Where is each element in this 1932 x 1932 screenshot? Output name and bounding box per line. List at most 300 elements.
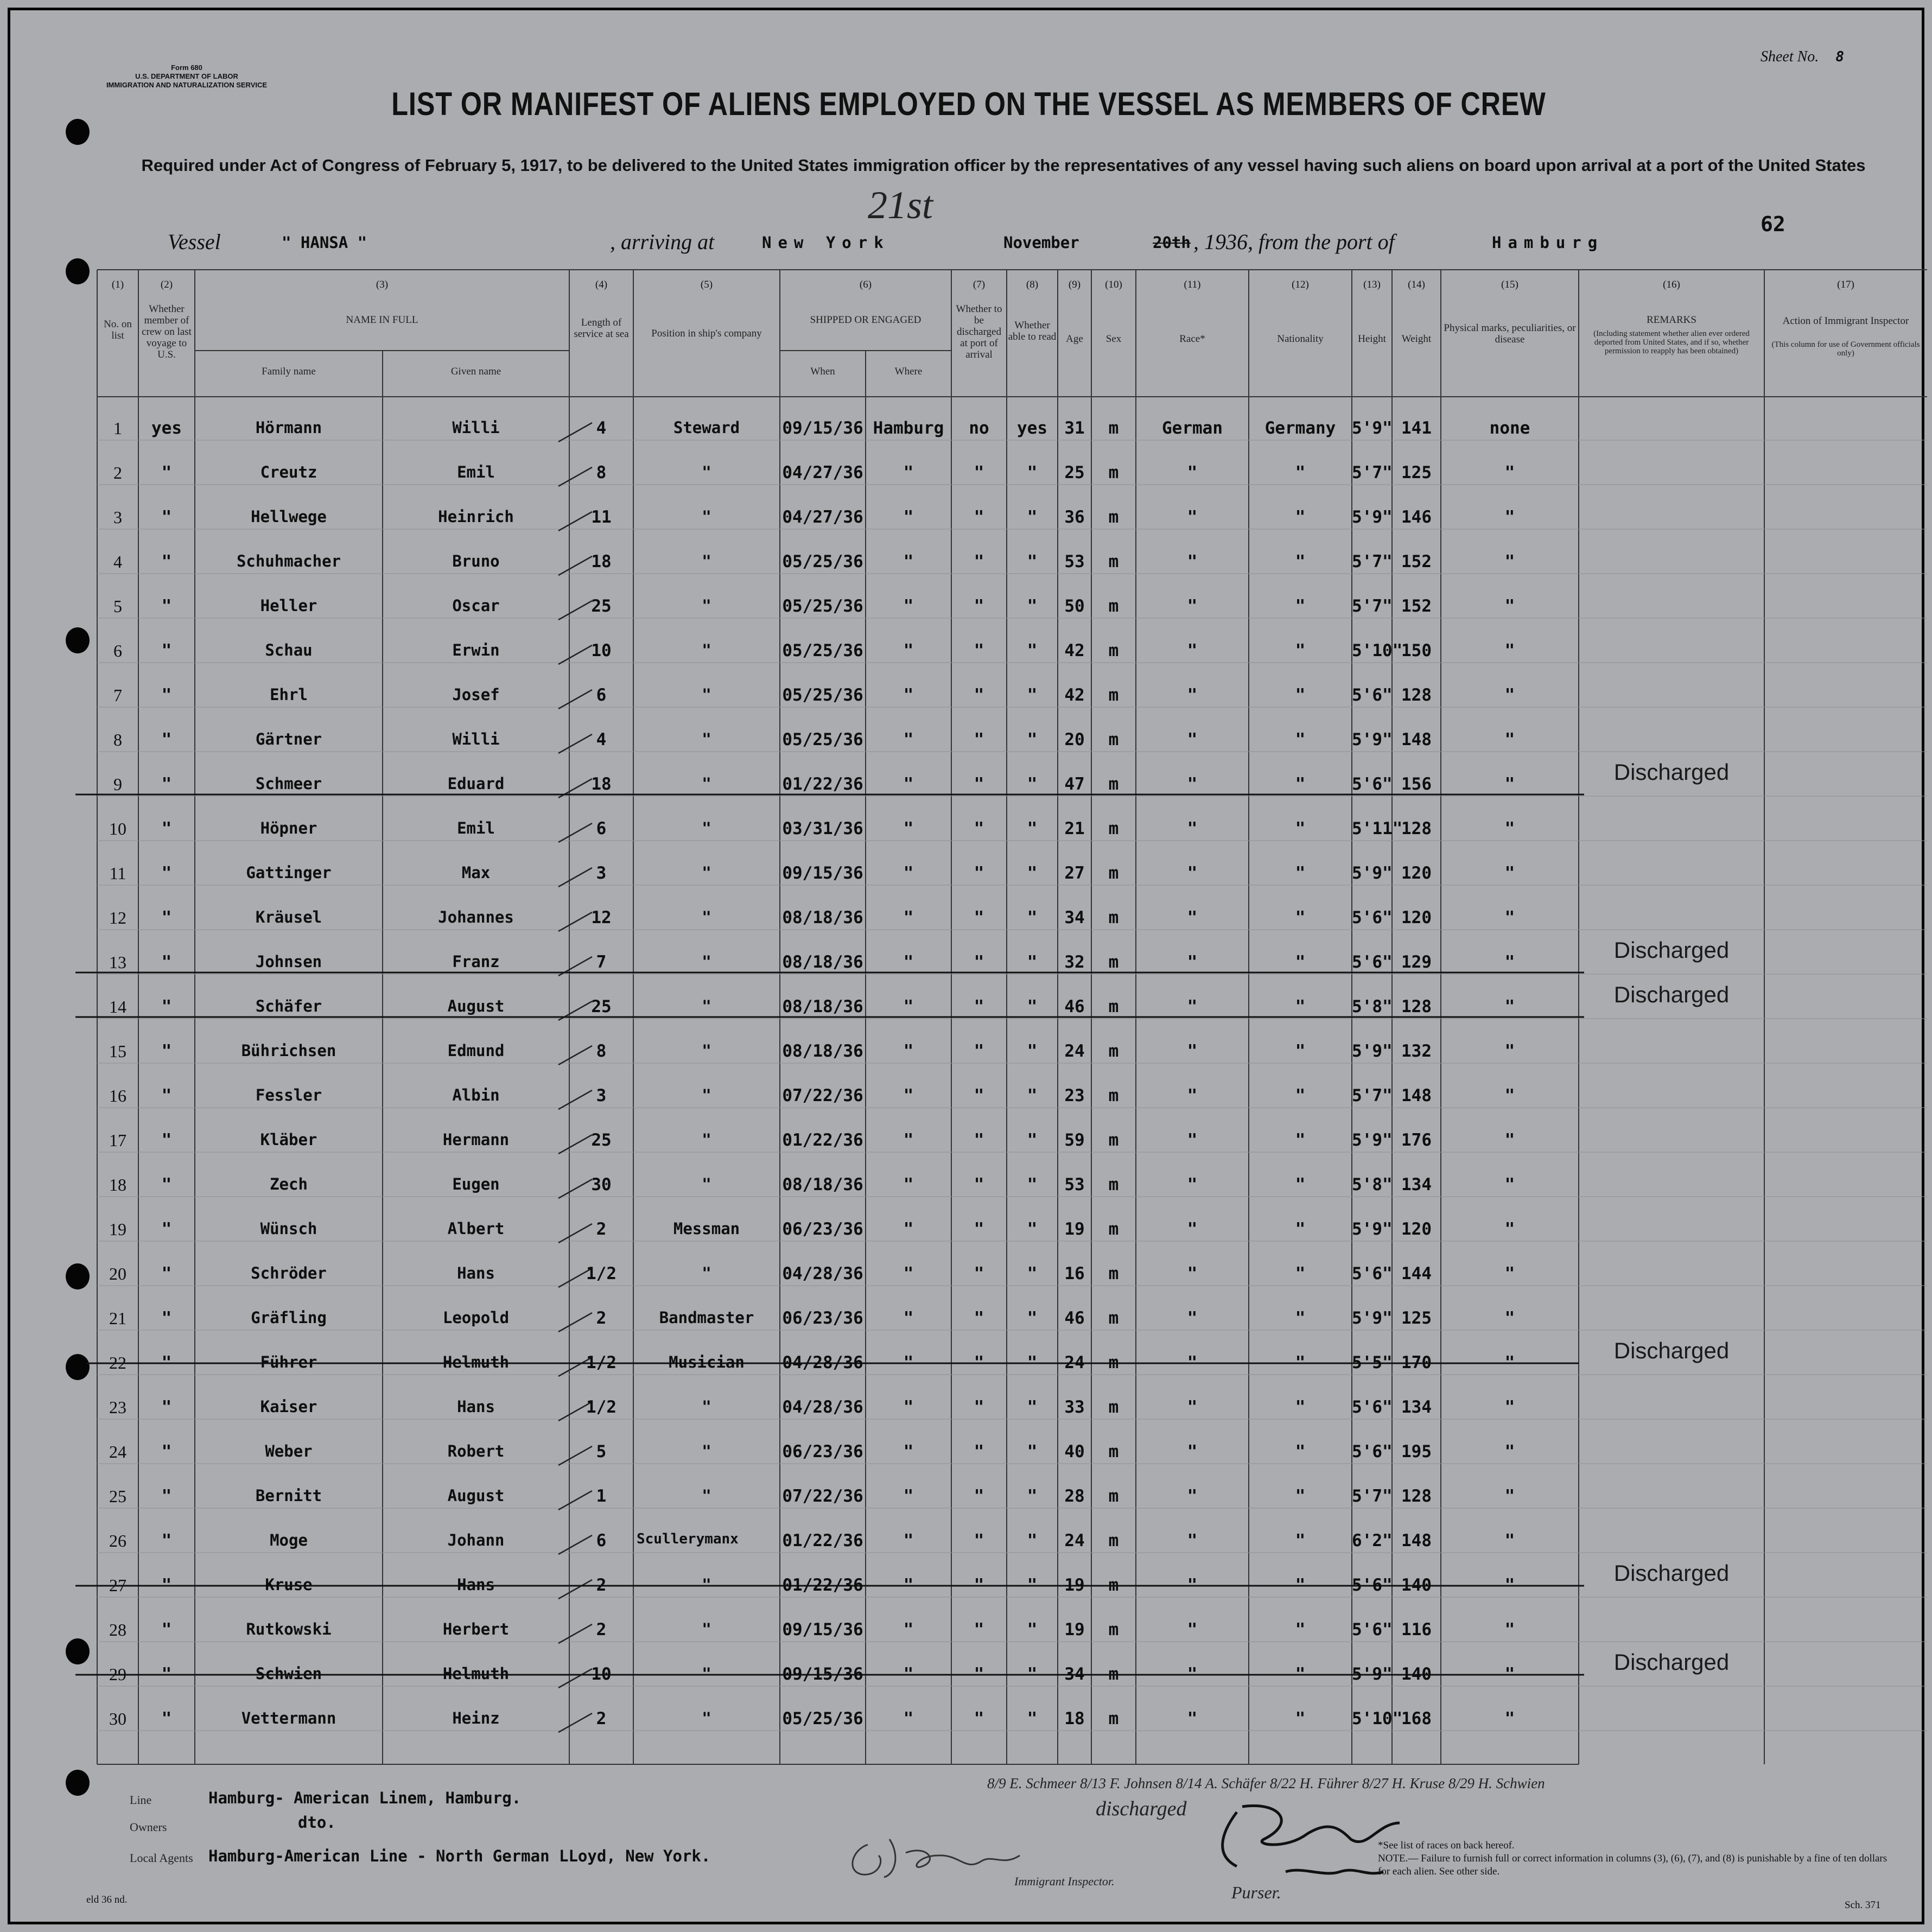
cell-given-name: Oscar bbox=[452, 596, 500, 615]
cell-family-name: Johnsen bbox=[255, 952, 322, 971]
cell-weight: 128 bbox=[1401, 997, 1432, 1016]
cell-length-service: 4 bbox=[596, 730, 607, 749]
cell-nationality: " bbox=[1295, 1531, 1306, 1550]
cell-family-name: Bernitt bbox=[255, 1486, 322, 1505]
cell-shipped-when: 05/25/36 bbox=[782, 685, 863, 705]
cell-given-name: Albin bbox=[452, 1086, 500, 1104]
cell-discharged: " bbox=[974, 1353, 984, 1372]
cell-given-name: Herbert bbox=[442, 1620, 510, 1638]
cell-position: Steward bbox=[673, 418, 740, 437]
cell-last-voyage: " bbox=[161, 685, 172, 705]
column-number: (14) bbox=[1408, 279, 1425, 290]
cell-last-voyage: " bbox=[161, 1531, 172, 1550]
cell-race: " bbox=[1187, 1308, 1198, 1328]
cell-shipped-where: " bbox=[903, 1175, 914, 1194]
cell-able-read: " bbox=[1027, 1175, 1038, 1194]
cell-given-name: Heinz bbox=[452, 1709, 500, 1727]
cell-race: " bbox=[1187, 908, 1198, 927]
column-header-nationality: Nationality bbox=[1277, 333, 1324, 345]
row-number: 9 bbox=[113, 774, 122, 794]
owners-value: dto. bbox=[298, 1813, 336, 1832]
cell-physical-marks: " bbox=[1504, 997, 1515, 1016]
cell-race: " bbox=[1187, 730, 1198, 749]
cell-length-service: 2 bbox=[596, 1575, 607, 1595]
cell-last-voyage: " bbox=[161, 1442, 172, 1461]
cell-shipped-when: 06/23/36 bbox=[782, 1308, 863, 1328]
cell-able-read: " bbox=[1027, 908, 1038, 927]
cell-weight: 125 bbox=[1401, 1308, 1432, 1328]
cell-weight: 125 bbox=[1401, 463, 1432, 482]
cell-length-service: 6 bbox=[596, 1531, 607, 1550]
cell-height: 5'7" bbox=[1352, 463, 1393, 482]
cell-height: 5'5" bbox=[1352, 1353, 1393, 1372]
cell-able-read: " bbox=[1027, 1308, 1038, 1328]
cell-able-read: " bbox=[1027, 1130, 1038, 1150]
cell-nationality: " bbox=[1295, 1353, 1306, 1372]
cell-last-voyage: " bbox=[161, 1086, 172, 1105]
cell-sex: m bbox=[1108, 1308, 1119, 1328]
row-number: 18 bbox=[109, 1175, 126, 1194]
cell-weight: 148 bbox=[1401, 1086, 1432, 1105]
cell-position: " bbox=[702, 1575, 711, 1594]
cell-remarks: Discharged bbox=[1613, 982, 1730, 1007]
cell-physical-marks: " bbox=[1504, 863, 1515, 883]
cell-race: " bbox=[1187, 641, 1198, 660]
cell-position: Scullerymanx bbox=[637, 1531, 739, 1547]
cell-last-voyage: " bbox=[161, 1130, 172, 1150]
cell-age: 23 bbox=[1064, 1086, 1085, 1105]
cell-able-read: " bbox=[1027, 507, 1038, 527]
cell-shipped-where: Hamburg bbox=[873, 418, 944, 438]
cell-able-read: " bbox=[1027, 1397, 1038, 1417]
cell-length-service: 3 bbox=[596, 1086, 607, 1105]
cell-height: 5'10" bbox=[1352, 641, 1403, 660]
cell-length-service: 25 bbox=[591, 596, 612, 616]
cell-position: " bbox=[702, 908, 711, 926]
cell-sex: m bbox=[1108, 952, 1119, 972]
cell-physical-marks: none bbox=[1489, 418, 1530, 438]
cell-discharged: " bbox=[974, 863, 984, 883]
print-code: eld 36 nd. bbox=[86, 1894, 128, 1905]
cell-shipped-where: " bbox=[903, 552, 914, 571]
cell-shipped-when: 04/28/36 bbox=[782, 1353, 863, 1372]
cell-sex: m bbox=[1108, 1664, 1119, 1684]
cell-age: 24 bbox=[1064, 1531, 1085, 1550]
cell-shipped-where: " bbox=[903, 641, 914, 660]
cell-race: " bbox=[1187, 1486, 1198, 1506]
column-number: (16) bbox=[1663, 279, 1680, 290]
cell-nationality: " bbox=[1295, 1041, 1306, 1061]
cell-family-name: Zech bbox=[270, 1175, 308, 1193]
cell-height: 5'10" bbox=[1352, 1709, 1403, 1728]
row-number: 3 bbox=[113, 507, 122, 527]
cell-able-read: " bbox=[1027, 1086, 1038, 1105]
column-number: (15) bbox=[1501, 279, 1518, 290]
cell-shipped-when: 06/23/36 bbox=[782, 1442, 863, 1461]
cell-given-name: Erwin bbox=[452, 641, 500, 659]
schedule-code: Sch. 371 bbox=[1845, 1899, 1881, 1911]
cell-physical-marks: " bbox=[1504, 1086, 1515, 1105]
cell-length-service: 8 bbox=[596, 1041, 607, 1061]
column-header-name: NAME IN FULL bbox=[346, 314, 418, 326]
cell-length-service: 1/2 bbox=[586, 1264, 617, 1283]
cell-race: " bbox=[1187, 552, 1198, 571]
cell-nationality: " bbox=[1295, 685, 1306, 705]
cell-nationality: " bbox=[1295, 1442, 1306, 1461]
cell-shipped-where: " bbox=[903, 997, 914, 1016]
cell-age: 59 bbox=[1064, 1130, 1085, 1150]
column-header-read: Whether able to read bbox=[1008, 320, 1057, 342]
cell-physical-marks: " bbox=[1504, 1175, 1515, 1194]
cell-physical-marks: " bbox=[1504, 1620, 1515, 1639]
cell-shipped-when: 04/28/36 bbox=[782, 1397, 863, 1417]
cell-given-name: Albert bbox=[447, 1219, 505, 1238]
cell-able-read: " bbox=[1027, 641, 1038, 660]
cell-position: " bbox=[702, 596, 711, 615]
cell-race: " bbox=[1187, 1175, 1198, 1194]
cell-remarks: Discharged bbox=[1613, 937, 1730, 963]
cell-family-name: Höpner bbox=[260, 819, 317, 837]
cell-position: " bbox=[702, 685, 711, 704]
row-number: 28 bbox=[109, 1620, 126, 1639]
cell-weight: 116 bbox=[1401, 1620, 1432, 1639]
cell-sex: m bbox=[1108, 1353, 1119, 1372]
cell-sex: m bbox=[1108, 507, 1119, 527]
cell-weight: 128 bbox=[1401, 819, 1432, 838]
cell-height: 5'9" bbox=[1352, 507, 1393, 527]
row-number: 27 bbox=[109, 1575, 126, 1595]
cell-discharged: " bbox=[974, 1664, 984, 1684]
cell-given-name: Johannes bbox=[438, 908, 514, 926]
cell-discharged: " bbox=[974, 908, 984, 927]
cell-family-name: Schau bbox=[265, 641, 313, 659]
cell-shipped-where: " bbox=[903, 1130, 914, 1150]
cell-position: " bbox=[702, 1397, 711, 1416]
manifest-page bbox=[8, 8, 1924, 1924]
cell-race: " bbox=[1187, 819, 1198, 838]
cell-position: " bbox=[702, 1130, 711, 1149]
cell-position: " bbox=[702, 507, 711, 526]
cell-sex: m bbox=[1108, 1130, 1119, 1150]
cell-height: 5'9" bbox=[1352, 863, 1393, 883]
cell-remarks: Discharged bbox=[1613, 759, 1730, 785]
cell-height: 5'8" bbox=[1352, 997, 1393, 1016]
row-number: 17 bbox=[109, 1130, 126, 1150]
column-header-no: No. on list bbox=[104, 319, 132, 341]
cell-sex: m bbox=[1108, 1531, 1119, 1550]
cell-shipped-when: 01/22/36 bbox=[782, 1575, 863, 1595]
cell-physical-marks: " bbox=[1504, 1531, 1515, 1550]
cell-age: 53 bbox=[1064, 1175, 1085, 1194]
cell-height: 5'6" bbox=[1352, 1575, 1393, 1595]
cell-shipped-where: " bbox=[903, 1664, 914, 1684]
cell-shipped-when: 08/18/36 bbox=[782, 1041, 863, 1061]
cell-shipped-when: 08/18/36 bbox=[782, 908, 863, 927]
cell-able-read: " bbox=[1027, 1264, 1038, 1283]
cell-sex: m bbox=[1108, 1397, 1119, 1417]
cell-age: 31 bbox=[1064, 418, 1085, 438]
cell-shipped-where: " bbox=[903, 1219, 914, 1239]
cell-weight: 120 bbox=[1401, 1219, 1432, 1239]
local-agents-value: Hamburg-American Line - North German LLoyd, New York. bbox=[208, 1847, 711, 1865]
cell-sex: m bbox=[1108, 997, 1119, 1016]
cell-physical-marks: " bbox=[1504, 685, 1515, 705]
cell-age: 19 bbox=[1064, 1575, 1085, 1595]
cell-age: 34 bbox=[1064, 1664, 1085, 1684]
cell-physical-marks: " bbox=[1504, 1308, 1515, 1328]
cell-able-read: " bbox=[1027, 685, 1038, 705]
cell-sex: m bbox=[1108, 774, 1119, 794]
cell-given-name: Hans bbox=[457, 1575, 495, 1594]
cell-position: " bbox=[702, 819, 711, 837]
cell-position: Bandmaster bbox=[659, 1308, 754, 1327]
cell-discharged: " bbox=[974, 1486, 984, 1506]
cell-weight: 128 bbox=[1401, 685, 1432, 705]
cell-sex: m bbox=[1108, 1620, 1119, 1639]
cell-discharged: " bbox=[974, 641, 984, 660]
cell-weight: 146 bbox=[1401, 507, 1432, 527]
cell-length-service: 12 bbox=[591, 908, 612, 927]
row-number: 24 bbox=[109, 1442, 126, 1461]
cell-nationality: " bbox=[1295, 952, 1306, 972]
cell-given-name: Franz bbox=[452, 952, 500, 971]
cell-sex: m bbox=[1108, 1175, 1119, 1194]
cell-discharged: " bbox=[974, 1709, 984, 1728]
cell-last-voyage: " bbox=[161, 1264, 172, 1283]
sheet-value: 8 bbox=[1835, 49, 1844, 65]
cell-length-service: 30 bbox=[591, 1175, 612, 1194]
cell-weight: 170 bbox=[1401, 1353, 1432, 1372]
cell-remarks: Discharged bbox=[1613, 1560, 1730, 1586]
cell-last-voyage: " bbox=[161, 596, 172, 616]
cell-age: 42 bbox=[1064, 641, 1085, 660]
cell-able-read: " bbox=[1027, 552, 1038, 571]
cell-age: 18 bbox=[1064, 1709, 1085, 1728]
cell-family-name: Hörmann bbox=[255, 418, 322, 437]
cell-sex: m bbox=[1108, 1575, 1119, 1595]
cell-nationality: " bbox=[1295, 463, 1306, 482]
column-header-where: Where bbox=[894, 366, 923, 377]
inspector-signature bbox=[846, 1823, 1031, 1883]
cell-last-voyage: " bbox=[161, 507, 172, 527]
cell-sex: m bbox=[1108, 908, 1119, 927]
cell-shipped-where: " bbox=[903, 819, 914, 838]
cell-discharged: " bbox=[974, 552, 984, 571]
cell-physical-marks: " bbox=[1504, 1397, 1515, 1417]
cell-shipped-when: 08/18/36 bbox=[782, 952, 863, 972]
cell-family-name: Schwien bbox=[255, 1664, 322, 1683]
cell-length-service: 4 bbox=[596, 418, 607, 438]
cell-age: 46 bbox=[1064, 1308, 1085, 1328]
row-number: 23 bbox=[109, 1397, 126, 1417]
cell-position: " bbox=[702, 1486, 711, 1505]
cell-family-name: Heller bbox=[260, 596, 317, 615]
cell-shipped-when: 08/18/36 bbox=[782, 1175, 863, 1194]
row-number: 12 bbox=[109, 908, 126, 927]
cell-sex: m bbox=[1108, 641, 1119, 660]
owners-label: Owners bbox=[130, 1820, 167, 1834]
cell-shipped-where: " bbox=[903, 1531, 914, 1550]
cell-race: " bbox=[1187, 1620, 1198, 1639]
cell-weight: 195 bbox=[1401, 1442, 1432, 1461]
cell-able-read: " bbox=[1027, 730, 1038, 749]
cell-position: Messman bbox=[673, 1219, 740, 1238]
cell-shipped-where: " bbox=[903, 596, 914, 616]
cell-last-voyage: " bbox=[161, 1353, 172, 1372]
cell-shipped-where: " bbox=[903, 1620, 914, 1639]
cell-length-service: 18 bbox=[591, 552, 612, 571]
cell-height: 5'7" bbox=[1352, 1486, 1393, 1506]
cell-shipped-when: 05/25/36 bbox=[782, 730, 863, 749]
cell-given-name: Johann bbox=[447, 1531, 505, 1549]
column-header-member: Whether member of crew on last voyage to U.S. bbox=[142, 303, 192, 360]
row-number: 5 bbox=[113, 596, 122, 616]
cell-age: 19 bbox=[1064, 1219, 1085, 1239]
cell-age: 32 bbox=[1064, 952, 1085, 972]
cell-discharged: " bbox=[974, 1620, 984, 1639]
cell-shipped-when: 07/22/36 bbox=[782, 1086, 863, 1105]
cell-race: " bbox=[1187, 1397, 1198, 1417]
cell-sex: m bbox=[1108, 1041, 1119, 1061]
cell-sex: m bbox=[1108, 1709, 1119, 1728]
cell-shipped-where: " bbox=[903, 730, 914, 749]
cell-given-name: Leopold bbox=[442, 1308, 510, 1327]
cell-weight: 120 bbox=[1401, 908, 1432, 927]
cell-physical-marks: " bbox=[1504, 774, 1515, 794]
cell-family-name: Schuhmacher bbox=[236, 552, 341, 570]
cell-race: " bbox=[1187, 863, 1198, 883]
cell-shipped-where: " bbox=[903, 1486, 914, 1506]
cell-position: " bbox=[702, 1664, 711, 1683]
column-header-position: Position in ship's company bbox=[651, 328, 762, 339]
cell-length-service: 6 bbox=[596, 685, 607, 705]
cell-length-service: 2 bbox=[596, 1219, 607, 1239]
cell-length-service: 1/2 bbox=[586, 1353, 617, 1372]
cell-given-name: Robert bbox=[447, 1442, 505, 1460]
cell-race: " bbox=[1187, 1086, 1198, 1105]
cell-physical-marks: " bbox=[1504, 1709, 1515, 1728]
cell-age: 46 bbox=[1064, 997, 1085, 1016]
cell-given-name: Helmuth bbox=[442, 1664, 510, 1683]
cell-discharged: " bbox=[974, 730, 984, 749]
column-number: (1) bbox=[111, 279, 124, 290]
cell-sex: m bbox=[1108, 863, 1119, 883]
cell-discharged: " bbox=[974, 1130, 984, 1150]
cell-family-name: Kruse bbox=[265, 1575, 313, 1594]
cell-sex: m bbox=[1108, 730, 1119, 749]
cell-physical-marks: " bbox=[1504, 596, 1515, 616]
cell-height: 5'6" bbox=[1352, 774, 1393, 794]
cell-age: 21 bbox=[1064, 819, 1085, 838]
cell-family-name: Gärtner bbox=[255, 730, 322, 748]
cell-length-service: 3 bbox=[596, 863, 607, 883]
cell-weight: 140 bbox=[1401, 1664, 1432, 1684]
cell-position: " bbox=[702, 730, 711, 748]
column-header-action: Action of Immigrant Inspector bbox=[1782, 315, 1909, 327]
cell-sex: m bbox=[1108, 819, 1119, 838]
cell-shipped-where: " bbox=[903, 908, 914, 927]
cell-given-name: August bbox=[447, 997, 505, 1015]
column-header-when: When bbox=[810, 366, 835, 377]
cell-position: " bbox=[702, 774, 711, 793]
cell-race: " bbox=[1187, 685, 1198, 705]
cell-weight: 132 bbox=[1401, 1041, 1432, 1061]
cell-height: 5'7" bbox=[1352, 552, 1393, 571]
cell-last-voyage: " bbox=[161, 1397, 172, 1417]
cell-family-name: Wünsch bbox=[260, 1219, 317, 1238]
cell-family-name: Fessler bbox=[255, 1086, 322, 1104]
cell-race: " bbox=[1187, 463, 1198, 482]
cell-position: " bbox=[702, 1442, 711, 1460]
cell-nationality: " bbox=[1295, 1175, 1306, 1194]
cell-height: 5'9" bbox=[1352, 1041, 1393, 1061]
column-number: (10) bbox=[1105, 279, 1122, 290]
cell-nationality: Germany bbox=[1264, 418, 1336, 438]
cell-discharged: " bbox=[974, 997, 984, 1016]
column-header-discharged: Whether to be discharged at port of arrival bbox=[956, 303, 1002, 360]
cell-nationality: " bbox=[1295, 507, 1306, 527]
line-label: Line bbox=[130, 1793, 152, 1807]
cell-family-name: Schröder bbox=[251, 1264, 327, 1282]
cell-age: 47 bbox=[1064, 774, 1085, 794]
cell-physical-marks: " bbox=[1504, 463, 1515, 482]
cell-height: 5'6" bbox=[1352, 1442, 1393, 1461]
cell-sex: m bbox=[1108, 463, 1119, 482]
cell-weight: 148 bbox=[1401, 1531, 1432, 1550]
cell-race: " bbox=[1187, 1531, 1198, 1550]
cell-height: 5'7" bbox=[1352, 596, 1393, 616]
cell-remarks: Discharged bbox=[1613, 1338, 1730, 1363]
cell-age: 28 bbox=[1064, 1486, 1085, 1506]
column-number: (4) bbox=[595, 279, 608, 290]
cell-age: 27 bbox=[1064, 863, 1085, 883]
cell-able-read: " bbox=[1027, 1353, 1038, 1372]
cell-race: " bbox=[1187, 1041, 1198, 1061]
row-number: 10 bbox=[109, 819, 126, 838]
cell-last-voyage: " bbox=[161, 997, 172, 1016]
cell-shipped-where: " bbox=[903, 1575, 914, 1595]
cell-discharged: " bbox=[974, 685, 984, 705]
cell-nationality: " bbox=[1295, 1575, 1306, 1595]
cell-shipped-when: 04/27/36 bbox=[782, 507, 863, 527]
column-number: (5) bbox=[700, 279, 713, 290]
cell-last-voyage: " bbox=[161, 1709, 172, 1728]
row-number: 1 bbox=[113, 418, 122, 438]
cell-age: 20 bbox=[1064, 730, 1085, 749]
row-number: 7 bbox=[113, 685, 122, 705]
cell-shipped-when: 06/23/36 bbox=[782, 1219, 863, 1239]
page-subtitle: Required under Act of Congress of February 5, 1917, to be delivered to the United States immigration officer by the representatives of any vessel having such aliens on board upon arrival at a port of the United States bbox=[141, 156, 1866, 175]
cell-height: 5'6" bbox=[1352, 1397, 1393, 1417]
cell-shipped-when: 09/15/36 bbox=[782, 863, 863, 883]
cell-length-service: 1/2 bbox=[586, 1397, 617, 1417]
cell-discharged: " bbox=[974, 1041, 984, 1061]
cell-discharged: " bbox=[974, 1175, 984, 1194]
cell-nationality: " bbox=[1295, 908, 1306, 927]
vessel-label: Vessel bbox=[168, 230, 221, 254]
cell-last-voyage: " bbox=[161, 1041, 172, 1061]
cell-physical-marks: " bbox=[1504, 1130, 1515, 1150]
cell-last-voyage: " bbox=[161, 730, 172, 749]
cell-weight: 156 bbox=[1401, 774, 1432, 794]
cell-given-name: Hermann bbox=[442, 1130, 510, 1149]
column-number: (13) bbox=[1363, 279, 1381, 290]
cell-last-voyage: " bbox=[161, 1575, 172, 1595]
cell-position: " bbox=[702, 1041, 711, 1060]
cell-sex: m bbox=[1108, 1486, 1119, 1506]
row-number: 4 bbox=[113, 552, 122, 571]
cell-discharged: " bbox=[974, 596, 984, 616]
